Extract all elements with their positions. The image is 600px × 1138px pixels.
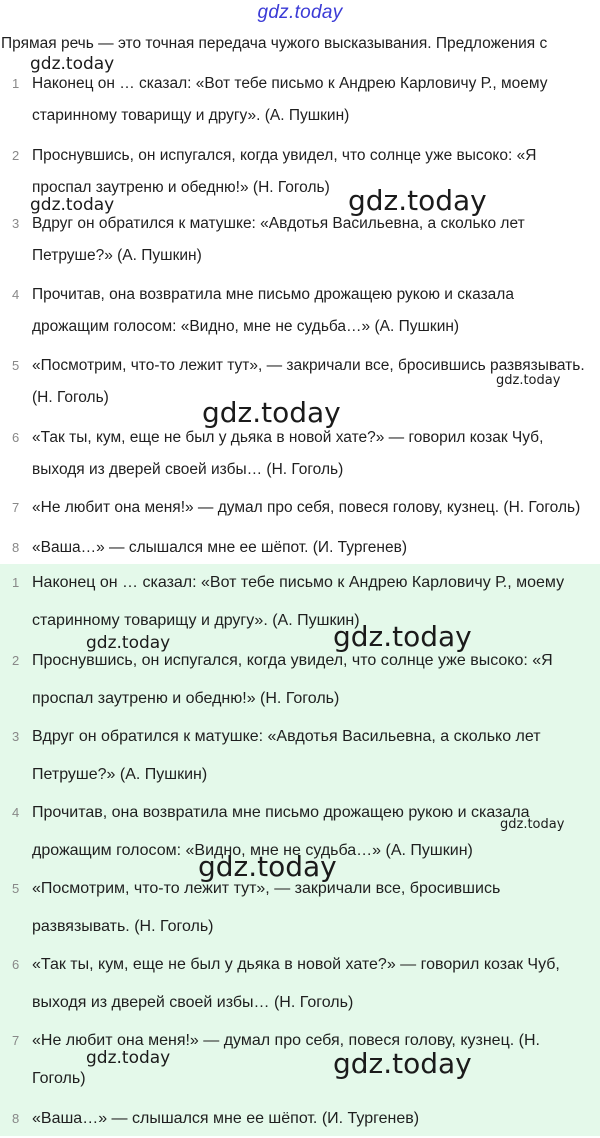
item-text: Проснувшись, он испугался, когда увидел, что солнце уже высоко: «Я проспал заутреню и обедню!» (Н. Гоголь) [32,147,537,196]
item-text: Наконец он … сказал: «Вот тебе письмо к Андрею Карловичу Р., моему старинному товарищу и другу». (А. Пушкин) [32,574,565,629]
item-text: «Посмотрим, что-то лежит тут», — закричали все, бросившись развязывать. (Н. Гоголь) [32,880,501,935]
watermark: gdz.today [496,373,561,388]
item-number: 5 [12,881,20,896]
item-number: 5 [12,358,20,373]
item-text: Прочитав, она возвратила мне письмо дрожащею рукою и сказала дрожащим голосом: «Видно, мне не судьба…» (А. Пушкин) [32,804,530,859]
item-number: 4 [12,805,20,820]
item-text: «Не любит она меня!» — думал про себя, повеся голову, кузнец. (Н. Гоголь) [32,1032,540,1087]
watermark: gdz.today [86,633,171,653]
watermark: gdz.today [202,396,341,429]
site-logo[interactable]: gdz.today [257,2,343,23]
item-number: 6 [12,430,20,445]
item-text: «Ваша…» — слышался мне ее шёпот. (И. Тургенев) [32,539,407,556]
item-text: Наконец он … сказал: «Вот тебе письмо к Андрею Карловичу Р., моему старинному товарищу и другу». (А. Пушкин) [32,75,548,124]
answers-list [0,564,600,1136]
watermark: gdz.today [30,54,115,74]
watermark: gdz.today [333,1047,472,1080]
item-number: 1 [12,575,20,590]
item-number: 8 [12,540,20,555]
item-text: «Так ты, кум, еще не был у дьяка в новой хате?» — говорил козак Чуб, выходя из дверей своей избы… (Н. Гоголь) [32,429,544,478]
watermark: gdz.today [500,817,565,832]
item-number: 6 [12,957,20,972]
item-text: «Ваша…» — слышался мне ее шёпот. (И. Тургенев) [32,1110,420,1127]
item-text: «Так ты, кум, еще не был у дьяка в новой хате?» — говорил козак Чуб, выходя из дверей своей избы… (Н. Гоголь) [32,956,560,1011]
watermark: gdz.today [30,195,115,215]
intro-paragraph: Прямая речь — это точная передача чужого высказывания. Предложения с [1,35,548,52]
watermark: gdz.today [348,184,487,217]
item-number: 3 [12,216,20,231]
item-number: 4 [12,287,20,302]
item-number: 2 [12,148,20,163]
item-text: «Посмотрим, что-то лежит тут», — закричали все, бросившись развязывать. (Н. Гоголь) [32,357,585,406]
item-number: 1 [12,76,20,91]
item-text: Вдруг он обратился к матушке: «Авдотья Васильевна, а сколько лет Петруше?» (А. Пушкин) [32,728,541,783]
watermark: gdz.today [198,850,337,883]
item-text: Прочитав, она возвратила мне письмо дрожащею рукою и сказала дрожащим голосом: «Видно, мне не судьба…» (А. Пушкин) [32,286,514,335]
watermark: gdz.today [333,620,472,653]
watermark: gdz.today [86,1048,171,1068]
item-number: 7 [12,1033,20,1048]
item-text: Проснувшись, он испугался, когда увидел, что солнце уже высоко: «Я проспал заутреню и обедню!» (Н. Гоголь) [32,652,553,707]
item-number: 2 [12,653,20,668]
item-text: Вдруг он обратился к матушке: «Авдотья Васильевна, а сколько лет Петруше?» (А. Пушкин) [32,215,525,264]
item-number: 8 [12,1111,20,1126]
item-text: «Не любит она меня!» — думал про себя, повеся голову, кузнец. (Н. Гоголь) [32,499,581,516]
sentences-list [0,68,600,564]
item-number: 3 [12,729,20,744]
item-number: 7 [12,500,20,515]
